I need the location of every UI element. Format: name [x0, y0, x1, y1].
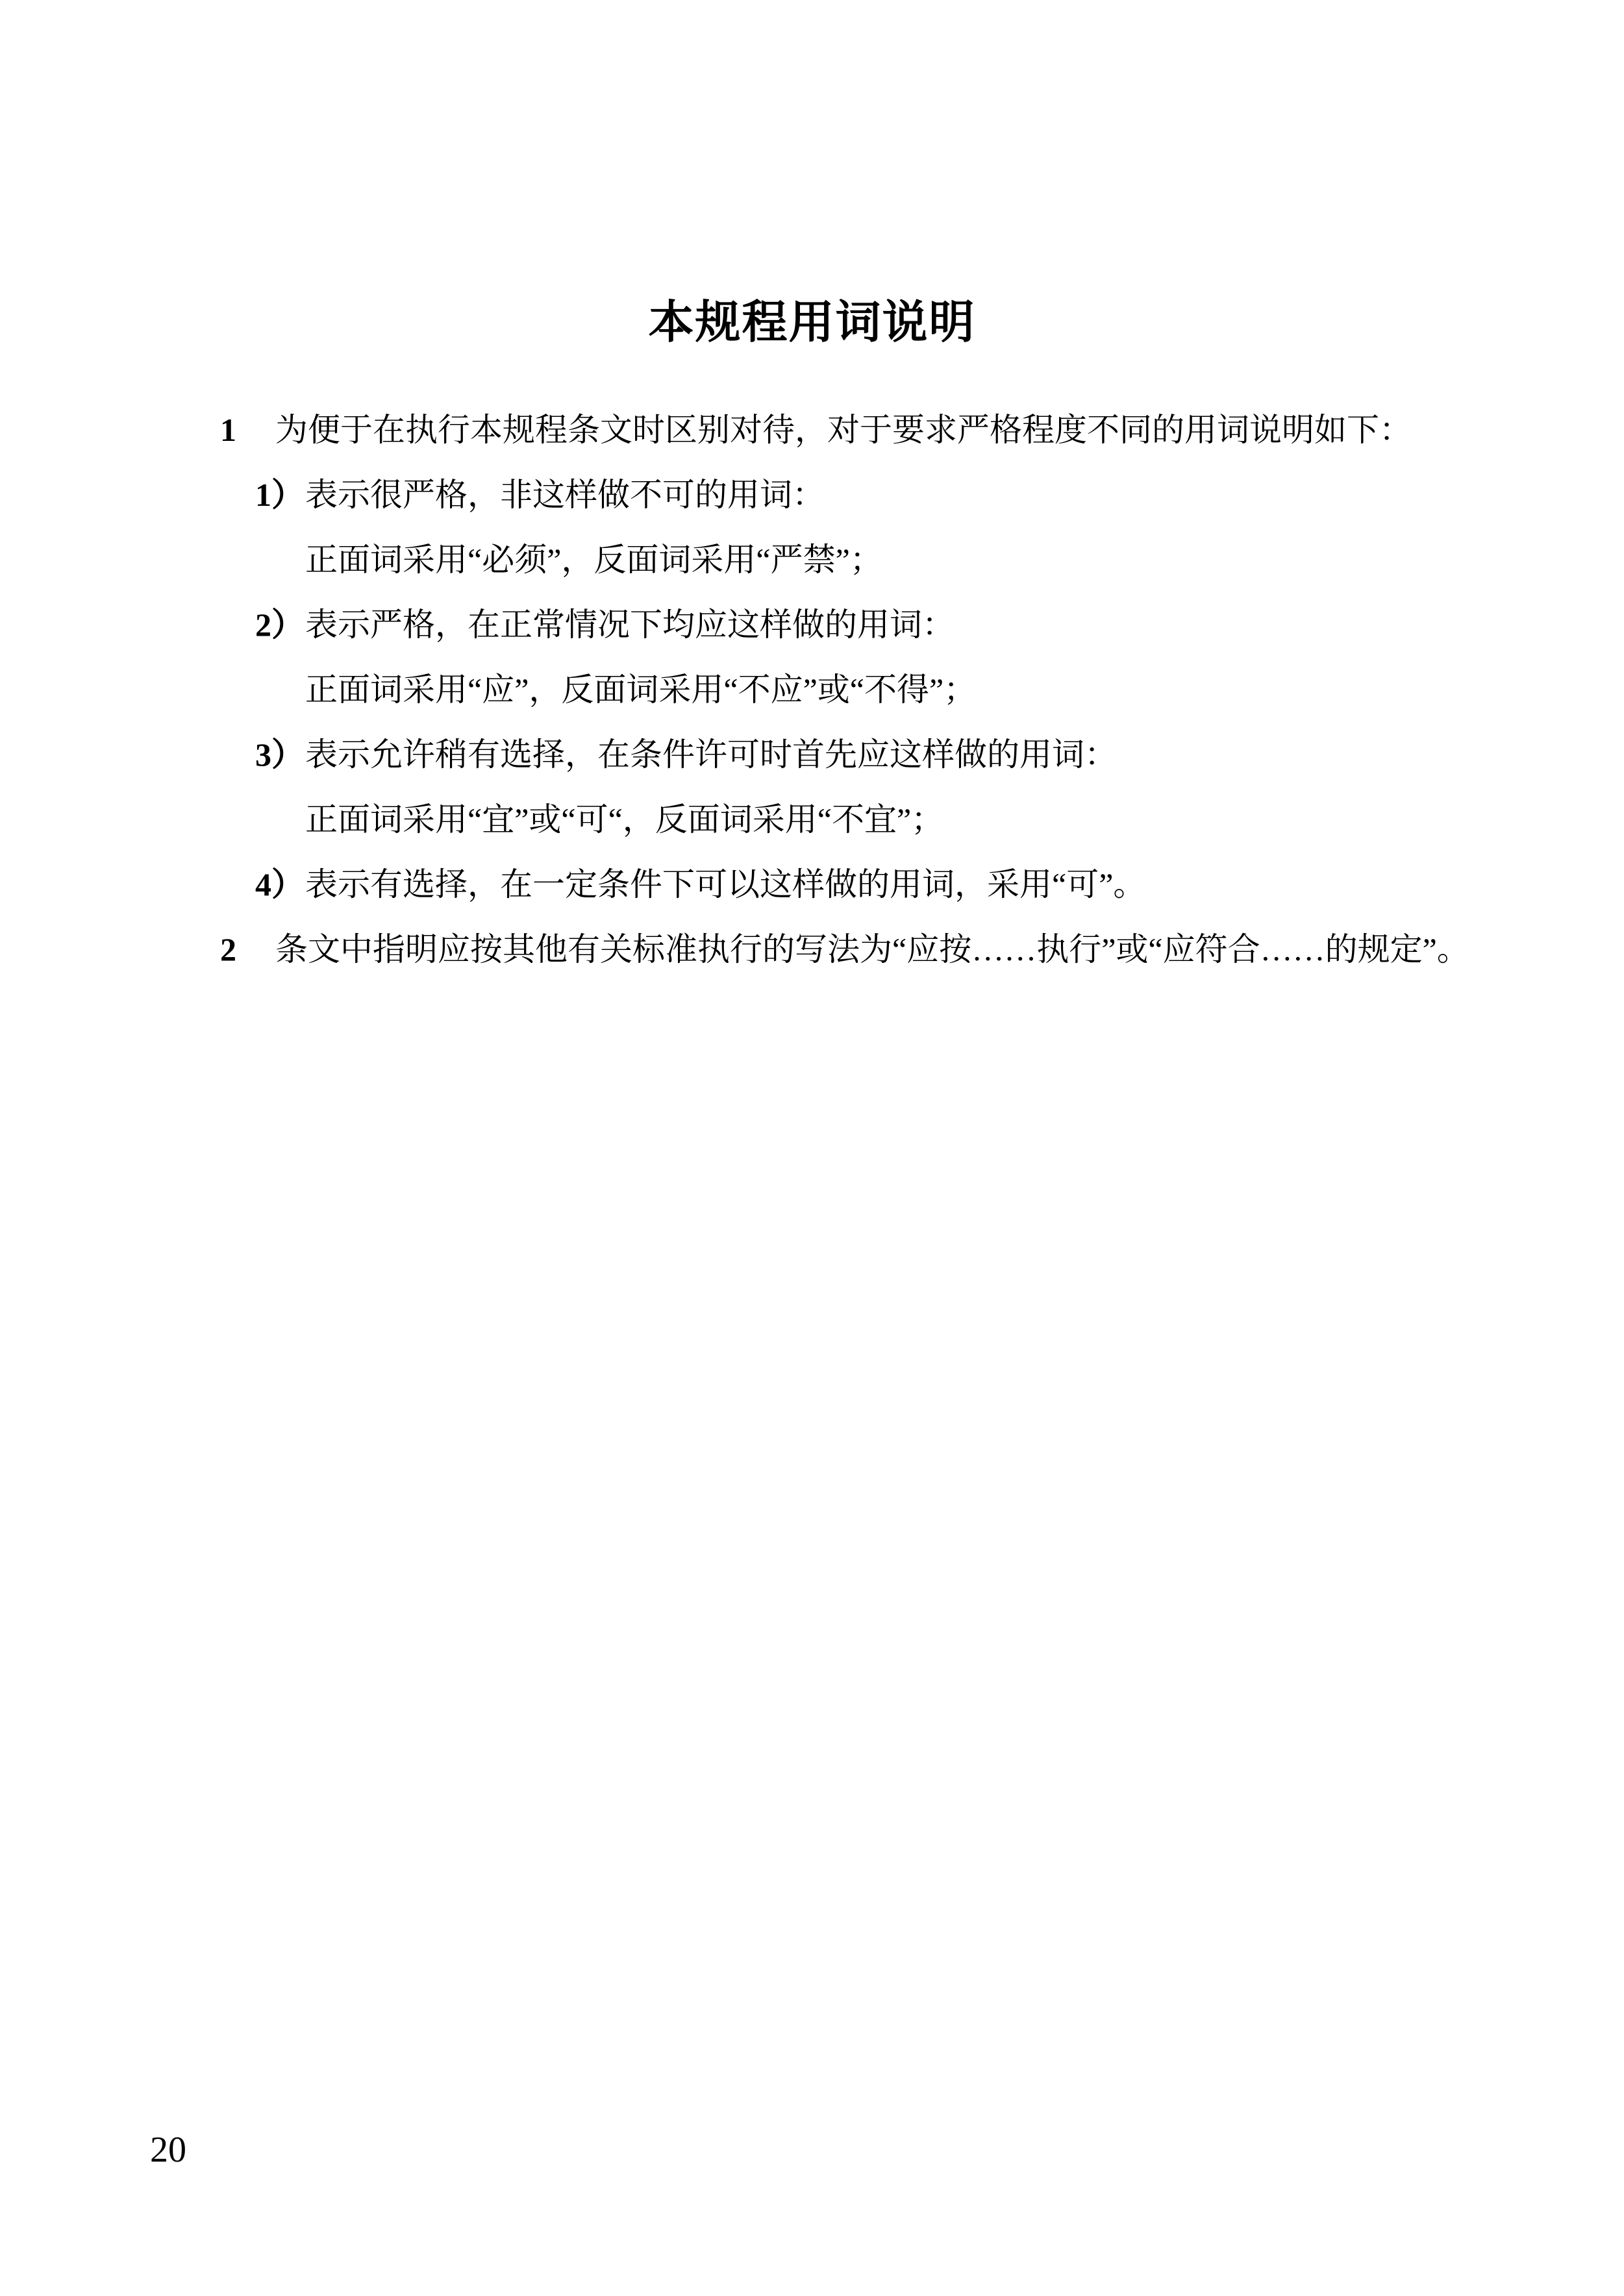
subclause-1-detail-text: 正面词采用“必须”，反面词采用“严禁”；	[305, 542, 882, 578]
subclause-1-detail	[0, 527, 1624, 592]
subclause-2-detail	[0, 657, 1624, 722]
subclause-4	[0, 852, 1624, 917]
subclause-1-text: 表示很严格，非这样做不可的用词：	[305, 477, 825, 513]
subclause-2	[0, 592, 1624, 657]
clause-2-number: 2	[220, 931, 236, 967]
wording-explanation-body	[0, 397, 1624, 982]
subclause-4-text: 表示有选择，在一定条件下可以这样做的用词，采用“可”。	[305, 866, 1146, 903]
page-number: 20	[150, 2130, 186, 2170]
subclause-2-detail-text: 正面词采用“应”，反面词采用“不应”或“不得”；	[305, 671, 977, 708]
clause-1	[0, 397, 1624, 462]
subclause-3-number: 3）	[255, 736, 304, 773]
clause-1-text: 为便于在执行本规程条文时区别对待，对于要求严格程度不同的用词说明如下：	[275, 412, 1412, 448]
subclause-3	[0, 722, 1624, 787]
clause-2-text: 条文中指明应按其他有关标准执行的写法为“应按……执行”或“应符合……的规定”。	[275, 931, 1469, 967]
subclause-1	[0, 462, 1624, 527]
clause-2	[0, 917, 1624, 982]
subclause-4-number: 4）	[255, 866, 304, 903]
clause-1-number: 1	[220, 412, 236, 448]
subclause-2-number: 2）	[255, 606, 304, 643]
subclause-3-detail	[0, 787, 1624, 852]
subclause-1-number: 1）	[255, 477, 304, 513]
subclause-3-detail-text: 正面词采用“宜”或“可“，反面词采用“不宜”；	[305, 801, 944, 838]
page-title: 本规程用词说明	[648, 298, 976, 348]
subclause-3-text: 表示允许稍有选择，在条件许可时首先应这样做的用词：	[305, 736, 1117, 773]
subclause-2-text: 表示严格，在正常情况下均应这样做的用词：	[305, 606, 955, 643]
